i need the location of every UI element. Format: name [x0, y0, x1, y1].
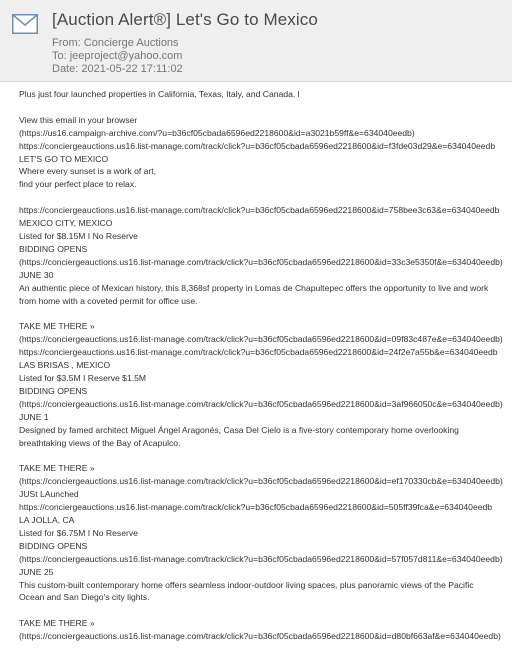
bidding-date: JUNE 25 — [19, 566, 54, 577]
email-to: To: jeeproject@yahoo.com — [52, 50, 183, 62]
tagline: Where every sunset is a work of art, — [19, 166, 157, 177]
email-date: Date: 2021-05-22 17:11:02 — [52, 63, 183, 75]
bidding-date: JUNE 30 — [19, 269, 54, 280]
take-me-there-link[interactable]: TAKE ME THERE » — [19, 463, 95, 474]
take-me-there-link[interactable]: TAKE ME THERE » — [19, 321, 95, 332]
blank-line — [19, 191, 512, 204]
email-body — [19, 88, 512, 643]
email-header — [0, 0, 512, 82]
property-location: MEXICO CITY, MEXICO — [19, 218, 113, 229]
tracking-link[interactable]: https://conciergeauctions.us16.list-manage.com/track/click?u=b36cf05cbada6596ed2218600&id=758bee3c63&e=634040eedb — [19, 205, 500, 216]
archive-url[interactable]: (https://us16.campaign-archive.com/?u=b36cf05cbada6596ed2218600&id=a3021b59ff&e=634040eedb) — [19, 127, 415, 138]
listing-price: Listed for $3.5M I Reserve $1.5M — [19, 372, 147, 383]
tracking-link[interactable]: (https://conciergeauctions.us16.list-manage.com/track/click?u=b36cf05cbada6596ed2218600&id=3af966050c&e=634040eedb) — [19, 398, 503, 409]
property-location: LA JOLLA, CA — [19, 514, 75, 525]
intro-text: Plus just four launched properties in California, Texas, Italy, and Canada. l — [19, 89, 300, 99]
tracking-link[interactable]: (https://conciergeauctions.us16.list-manage.com/track/click?u=b36cf05cbada6596ed2218600&id=d80bf663af&e=634040eedb) — [19, 631, 501, 642]
tracking-link[interactable]: (https://conciergeauctions.us16.list-manage.com/track/click?u=b36cf05cbada6596ed2218600&id=ef170330cb&e=634040eedb) — [19, 476, 503, 487]
browser-view-link[interactable]: View this email in your browser — [19, 114, 138, 125]
envelope-icon — [12, 14, 38, 34]
just-launched-label: JUSt LAunched — [19, 489, 79, 500]
tracking-link[interactable]: (https://conciergeauctions.us16.list-manage.com/track/click?u=b36cf05cbada6596ed2218600&id=33c3e5350f&e=634040eedb) — [19, 256, 503, 267]
blank-line — [19, 604, 512, 617]
property-description: This custom-built contemporary home offers seamless indoor-outdoor living spaces, plus panoramic views of the Pacific Ocean and San Diego's city lights. — [19, 579, 474, 603]
bidding-opens-label: BIDDING OPENS — [19, 243, 88, 254]
property-description: Designed by famed architect Miguel Ángel Aragonés, Casa Del Cielo is a five-story contemporary home overlooking breathtaking views of the Bay of Acapulco. — [19, 424, 459, 448]
email-from: From: Concierge Auctions — [52, 37, 179, 49]
bidding-opens-label: BIDDING OPENS — [19, 540, 88, 551]
headline: LET'S GO TO MEXICO — [19, 153, 109, 164]
tracking-link[interactable]: (https://conciergeauctions.us16.list-manage.com/track/click?u=b36cf05cbada6596ed2218600&id=57f057d811&e=634040eedb) — [19, 553, 503, 564]
property-location: LAS BRISAS , MEXICO — [19, 360, 111, 371]
take-me-there-link[interactable]: TAKE ME THERE » — [19, 618, 95, 629]
listing-price: Listed for $8.15M I No Reserve — [19, 230, 138, 241]
property-description: An authentic piece of Mexican history, this 8,368sf property in Lomas de Chapultepec offers the opportunity to live and work from home with a coveted permit for office use. — [19, 282, 489, 306]
tagline: find your perfect place to relax. — [19, 179, 137, 190]
blank-line — [19, 307, 512, 320]
tracking-link[interactable]: https://conciergeauctions.us16.list-manage.com/track/click?u=b36cf05cbada6596ed2218600&id=24f2e7a55b&e=634040eedb — [19, 347, 498, 358]
tracking-link[interactable]: https://conciergeauctions.us16.list-manage.com/track/click?u=b36cf05cbada6596ed2218600&id=505ff39fca&e=634040eedb — [19, 502, 493, 513]
tracking-link[interactable]: (https://conciergeauctions.us16.list-manage.com/track/click?u=b36cf05cbada6596ed2218600&id=09f83c487e&e=634040eedb) — [19, 334, 503, 345]
blank-line — [19, 449, 512, 462]
bidding-opens-label: BIDDING OPENS — [19, 385, 88, 396]
tracking-link[interactable]: https://conciergeauctions.us16.list-manage.com/track/click?u=b36cf05cbada6596ed2218600&id=f3fde03d29&e=634040eedb — [19, 140, 496, 151]
email-subject: [Auction Alert®] Let's Go to Mexico — [52, 10, 318, 29]
bidding-date: JUNE 1 — [19, 411, 49, 422]
listing-price: Listed for $6.75M I No Reserve — [19, 527, 138, 538]
blank-line — [19, 101, 512, 114]
